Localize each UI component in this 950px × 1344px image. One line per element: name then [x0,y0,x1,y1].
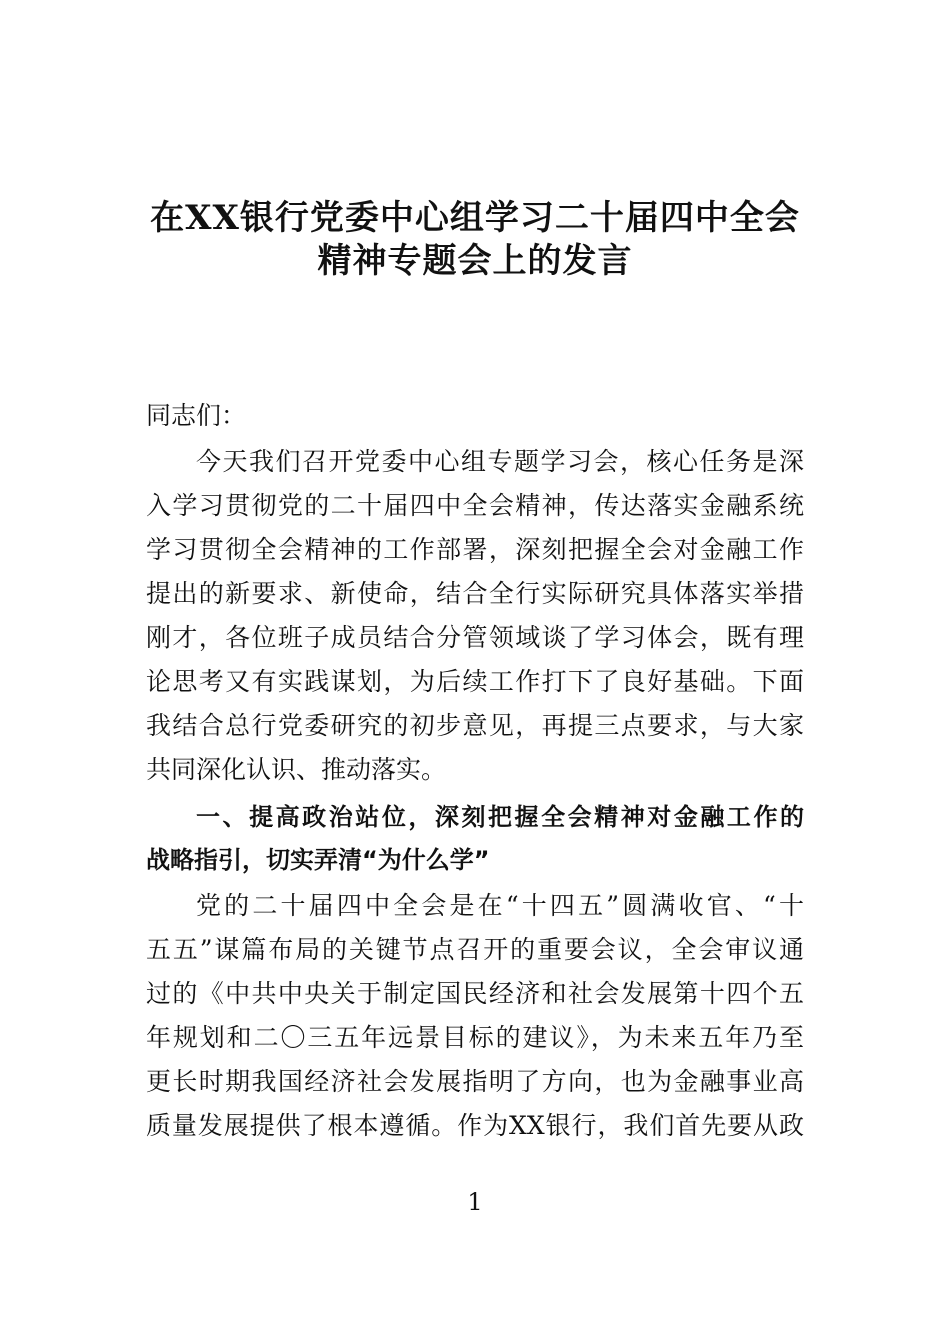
section-heading-1-line: 一、提高政治站位，深刻把握全会精神对金融工作的 [196,803,804,831]
paragraph-1-line: 学习贯彻全会精神的工作部署，深刻把握全会对金融工作 [146,535,804,564]
paragraph-1-line: 我结合总行党委研究的初步意见，再提三点要求，与大家 [146,711,804,740]
paragraph-1-line: 今天我们召开党委中心组专题学习会，核心任务是深 [196,447,804,476]
paragraph-1-line: 提出的新要求、新使命，结合全行实际研究具体落实举措 [146,579,804,608]
paragraph-2-line: 年规划和二〇三五年远景目标的建议》，为未来五年乃至 [146,1023,804,1052]
paragraph-2-line: 更长时期我国经济社会发展指明了方向，也为金融事业高 [146,1067,804,1096]
salutation: 同志们： [146,401,247,430]
page-number: 1 [467,1188,483,1216]
paragraph-2-line: 五五”谋篇布局的关键节点召开的重要会议，全会审议通 [146,935,804,964]
document-title-line-2: 精神专题会上的发言 [317,241,633,281]
paragraph-1-line: 论思考又有实践谋划，为后续工作打下了良好基础。下面 [146,667,804,696]
document-title-line-1: 在XX银行党委中心组学习二十届四中全会 [150,198,800,238]
section-heading-1-line: 战略指引，切实弄清“为什么学” [146,846,490,874]
paragraph-2-line: 质量发展提供了根本遵循。作为XX银行，我们首先要从政 [146,1111,804,1140]
paragraph-2-line: 党的二十届四中全会是在“十四五”圆满收官、“十 [196,891,804,920]
paragraph-2-line: 过的《中共中央关于制定国民经济和社会发展第十四个五 [146,979,804,1008]
paragraph-1-line: 入学习贯彻党的二十届四中全会精神，传达落实金融系统 [146,491,804,520]
paragraph-1-line: 刚才，各位班子成员结合分管领域谈了学习体会，既有理 [146,623,804,652]
paragraph-1-line: 共同深化认识、推动落实。 [146,755,447,784]
